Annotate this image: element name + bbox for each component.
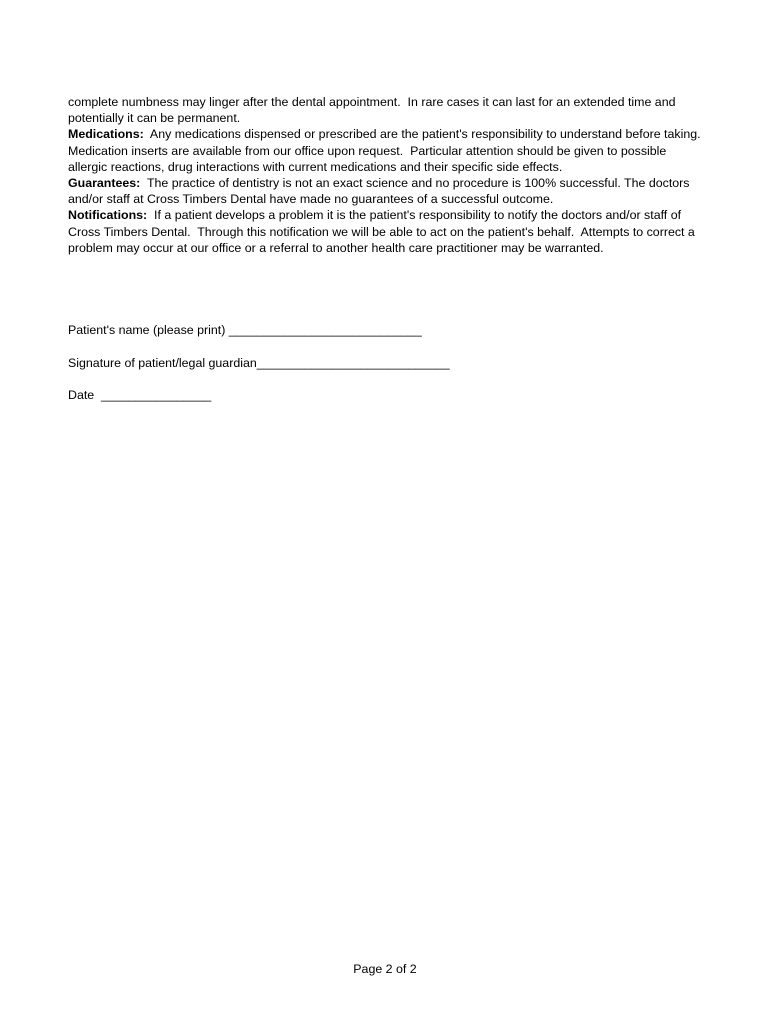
guarantees-text: The practice of dentistry is not an exact science and no procedure is 100% successful. The doctors and/or staff at Cross Timbers Dental have made no guarantees of a successful outcome. (68, 176, 693, 207)
page-number: Page 2 of 2 (353, 962, 417, 976)
medications-text: Any medications dispensed or prescribed are the patient's responsibility to understand before taking. Medication inserts are available from our office upon request. Particular attention should be given to possible allergic reactions, drug interactions with current medications and their specific side effects. (68, 127, 708, 174)
guarantees-label: Guarantees: (68, 176, 141, 191)
medications-label: Medications: (68, 127, 144, 142)
signature-field: Signature of patient/legal guardian____________________________ (68, 356, 450, 370)
date-field: Date ________________ (68, 388, 212, 402)
patient-name-field: Patient's name (please print) ____________________________ (68, 323, 422, 337)
guarantees-paragraph (68, 175, 708, 207)
intro-paragraph: complete numbness may linger after the dental appointment. In rare cases it can last for an extended time and potentially it can be permanent. (68, 95, 679, 126)
consent-text-body (68, 94, 708, 256)
notifications-paragraph (68, 207, 708, 256)
notifications-label: Notifications: (68, 208, 148, 223)
notifications-text: If a patient develops a problem it is the patient's responsibility to notify the doctors and/or staff of Cross Timbers Dental. Through this notification we will be able to act on the patient's behalf. Attempts to correct a problem may occur at our office or a referral to another health care practitioner may be warranted. (68, 208, 699, 255)
medications-paragraph (68, 126, 708, 175)
